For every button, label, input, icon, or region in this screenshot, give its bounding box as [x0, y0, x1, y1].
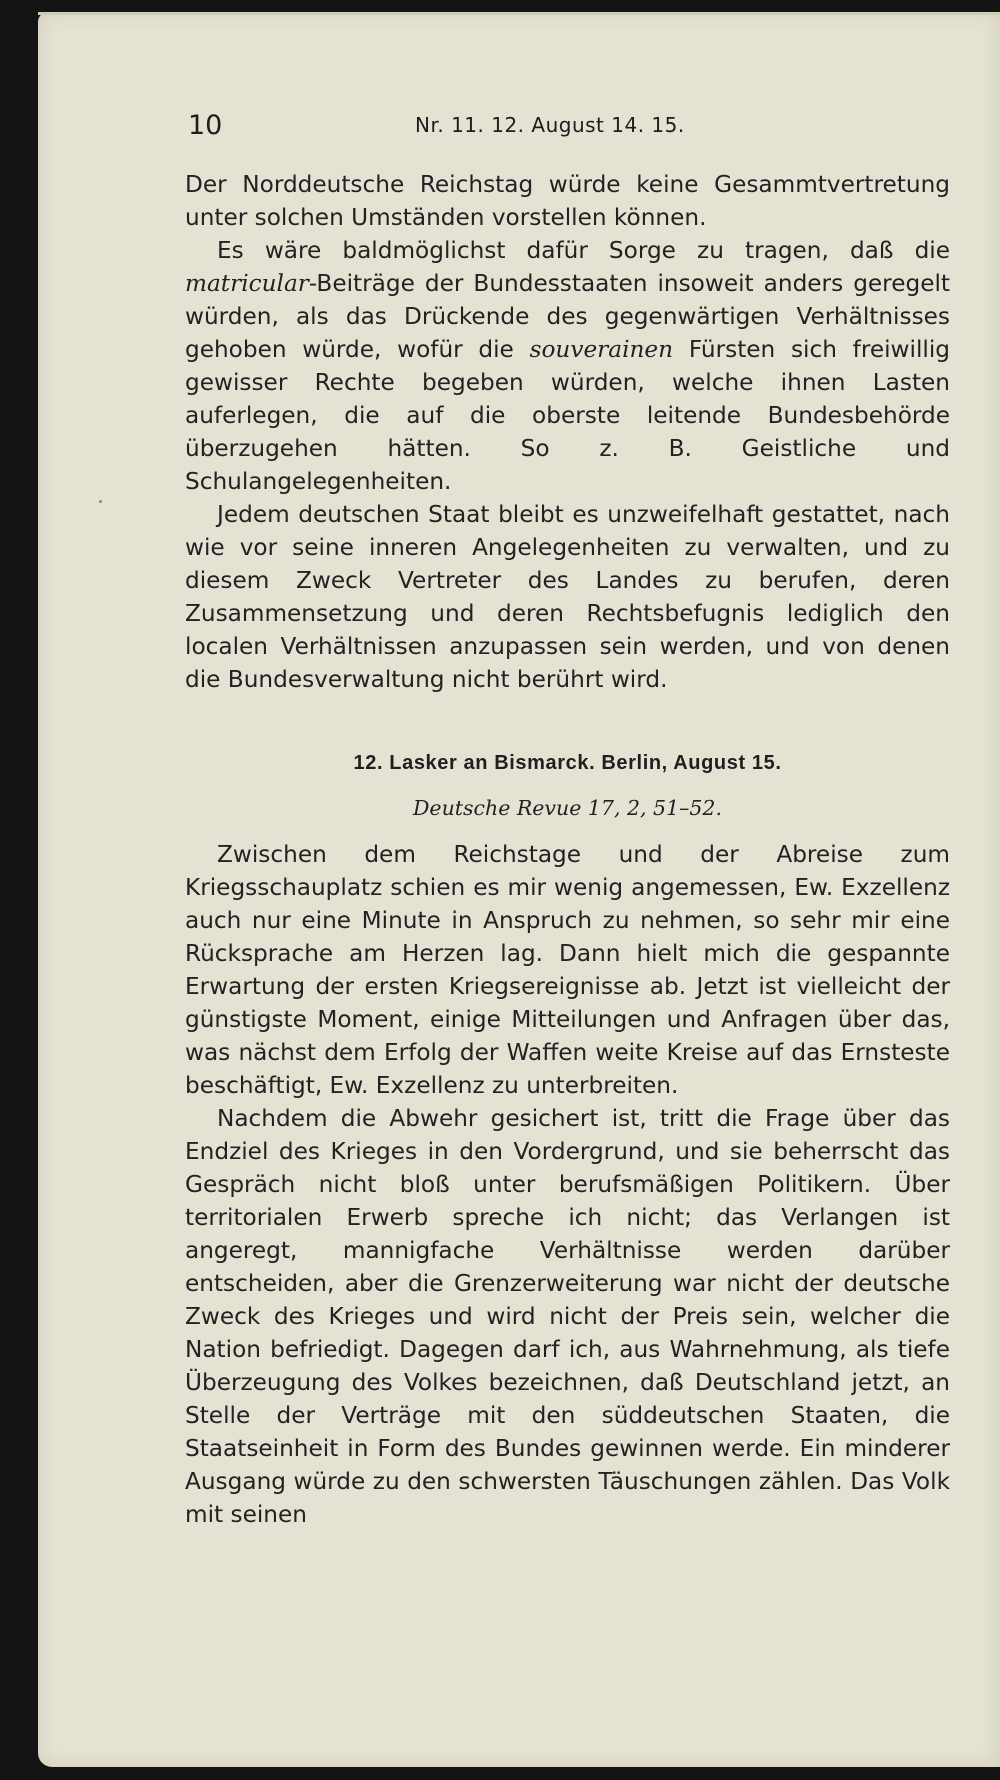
continued-paragraph-3: Jedem deutschen Staat bleibt es unzweifelhaft gestattet, nach wie vor seine inneren Angelegenheiten zu verwalten, und zu diesem Zweck Vertreter des Landes zu berufen, deren Zusammensetzung und deren Rechtsbefugnis lediglich den localen Verhältnissen anzupassen sein werden, und von denen die Bundesverwaltung nicht berührt wird. [185, 501, 950, 693]
letter-paragraph-2: Nachdem die Abwehr gesichert ist, tritt die Frage über das Endziel des Krieges in den Vordergrund, und sie beherrscht das Gespräch nicht bloß unter berufsmäßigen Politikern. Über territorialen Erwerb spreche ich nicht; das Verlangen ist angeregt, mannigfache Verhältnisse werden darüber entscheiden, aber die Grenzerweiterung war nicht der deutsche Zweck des Krieges und wird nicht der Preis sein, welcher die Nation befriedigt. Dagegen darf ich, aus Wahrnehmung, als tiefe Überzeugung des Volkes bezeichnen, daß Deutschland jetzt, an Stelle der Verträge mit den süddeutschen Staaten, die Staatseinheit in Form des Bundes gewinnen werde. Ein minderer Ausgang würde zu den schwersten Täuschungen zählen. Das Volk mit seinen [185, 1105, 950, 1528]
running-head: Nr. 11. 12. August 14. 15. [415, 113, 685, 137]
p2-italic-souverainen: souverainen [529, 336, 674, 363]
continued-paragraph-2 [185, 234, 950, 498]
p2-text-a: Es wäre baldmöglichst dafür Sorge zu tragen, daß die [217, 237, 950, 264]
p2-italic-matricular: matricular [185, 270, 309, 297]
letter-paragraph-1: Zwischen dem Reichstage und der Abreise zum Kriegsschauplatz schien es mir wenig angemessen, Ew. Exzellenz auch nur eine Minute in Anspruch zu nehmen, so sehr mir eine Rücksprache am Herzen lag. Dann hielt mich die gespannte Erwartung der ersten Kriegsereignisse ab. Jetzt ist vielleicht der günstigste Moment, einige Mitteilungen und Anfragen über das, was nächst dem Erfolg der Waffen weite Kreise auf das Ernsteste beschäftigt, Ew. Exzellenz zu unterbreiten. [185, 841, 950, 1099]
p2-text-c: Fürsten sich freiwillig gewisser Rechte begeben würden, welche ihnen Lasten auferlegen, die auf die oberste leitende Bundesbehörde überzugehen hätten. So z. B. Geistliche und Schulangelegenheiten. [185, 336, 951, 495]
letter-source: Deutsche Revue 17, 2, 51–52. [413, 796, 722, 820]
continued-text [185, 168, 950, 696]
p2-text-b: -Beiträge der Bundesstaaten insoweit anders geregelt würden, als das Drückende des gegenwärtigen Verhältnisses gehoben würde, wofür die [185, 270, 950, 363]
page-number: 10 [188, 110, 223, 141]
letter-text [185, 838, 950, 1531]
letter-heading: 12. Lasker an Bismarck. Berlin, August 15. [353, 752, 782, 774]
continued-paragraph-1: Der Norddeutsche Reichstag würde keine Gesammtvertretung unter solchen Umständen vorstellen können. [185, 171, 950, 231]
paper-speck [99, 500, 102, 503]
page-top-edge [38, 12, 1000, 15]
page-header [188, 108, 808, 148]
